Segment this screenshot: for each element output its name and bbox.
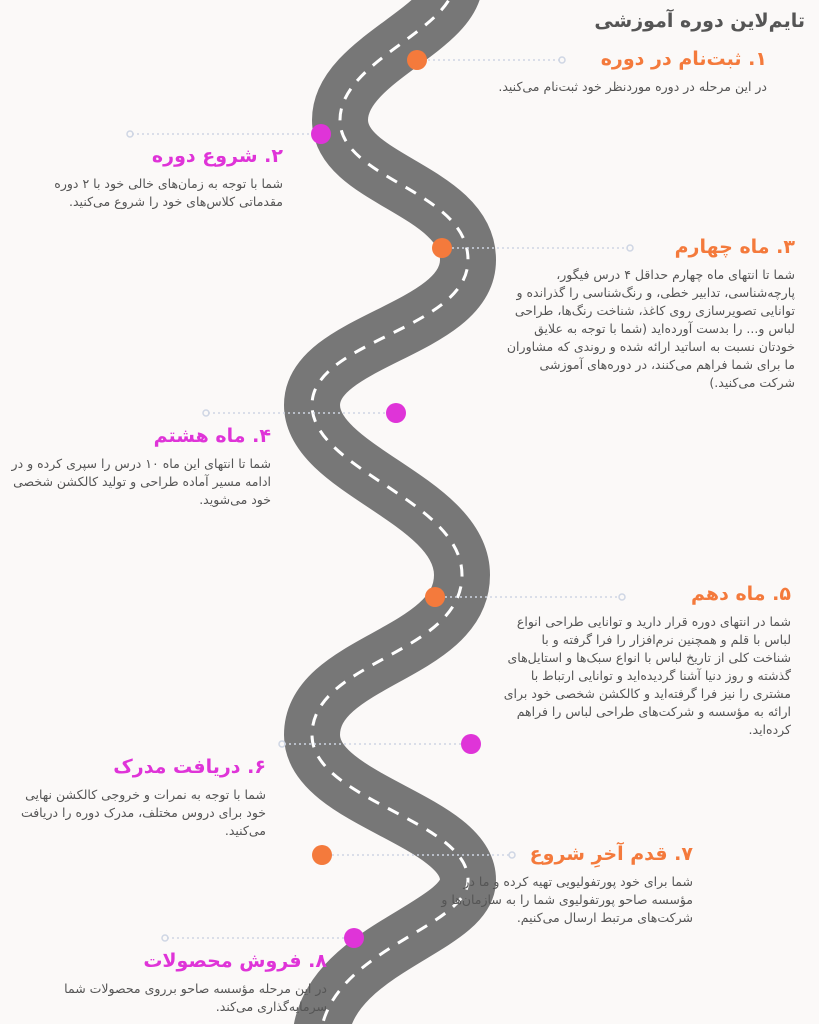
milestone-dot-5	[425, 587, 445, 607]
step-heading: ۷. قدم آخرِ شروع	[529, 843, 693, 865]
milestone-dot-1	[407, 50, 427, 70]
step-8	[27, 950, 327, 1016]
step-6	[11, 756, 266, 840]
step-heading: ۳. ماه چهارم	[674, 236, 795, 258]
step-7	[435, 843, 693, 927]
step-heading: ۲. شروع دوره	[151, 145, 283, 167]
step-heading: ۵. ماه دهم	[691, 583, 791, 605]
milestone-dot-6	[461, 734, 481, 754]
step-text: شما با توجه به زمان‌های خالی خود با ۲ دوره مقدماتی کلاس‌های خود را شروع می‌کنید.	[54, 176, 283, 209]
step-4	[11, 425, 271, 509]
page-title: تایم‌لاین دوره آموزشی	[594, 10, 805, 32]
step-3	[505, 236, 795, 392]
step-text: شما تا انتهای ماه چهارم حداقل ۴ درس فیگور، پارچه‌شناسی، تدابیر خطی، و رنگ‌شناسی را گذرانده و توانایی تصویرسازی روی کاغذ، شناخت رنگ‌ها، طراحی لباس و... را بدست آورده‌اید (شما با توجه به علایق خودتان نسبت به اساتید ارائه شده و روندی که مشاوران ما برای شما فراهم می‌کنند، در دوره‌های آموزشی شرکت می‌کنید.)	[506, 267, 795, 390]
step-5	[503, 583, 791, 739]
step-text: شما تا انتهای این ماه ۱۰ درس را سپری کرده و در ادامه مسیر آماده طراحی و تولید کالکشن شخصی خود می‌شوید.	[11, 456, 271, 507]
step-heading: ۸. فروش محصولات	[143, 950, 327, 972]
milestone-dot-7	[312, 845, 332, 865]
milestone-dot-3	[432, 238, 452, 258]
step-text: شما در انتهای دوره قرار دارید و توانایی طراحی انواع لباس با قلم و همچنین نرم‌افزار را فرا گرفته و با شناخت کلی از تاریخ لباس با انواع سبک‌ها و استایل‌های گذشته و روز دنیا آشنا گردیده‌اید و توانایی ارتباط با مشتری را نیز فرا گرفته‌اید و کالکشن شخصی خود برای ارائه به مؤسسه و شرکت‌های طراحی لباس را فراهم کرده‌اید.	[503, 614, 791, 737]
step-text: شما با توجه به نمرات و خروجی کالکشن نهایی خود برای دروس مختلف، مدرک دوره را دریافت می‌کنید.	[20, 787, 266, 838]
milestone-dot-2	[311, 124, 331, 144]
step-2	[18, 145, 283, 211]
milestone-dot-8	[344, 928, 364, 948]
step-1	[467, 48, 767, 96]
step-text: شما برای خود پورتفولیویی تهیه کرده و ما در مؤسسه صاحو پورتفولیوی شما را به سازمان‌ها و شرکت‌های مرتبط ارسال می‌کنیم.	[441, 874, 693, 925]
step-heading: ۶. دریافت مدرک	[113, 756, 266, 778]
step-text: در این مرحله در دوره موردنظر خود ثبت‌نام می‌کنید.	[498, 79, 767, 94]
step-heading: ۱. ثبت‌نام در دوره	[600, 48, 767, 70]
milestone-dot-4	[386, 403, 406, 423]
step-text: در این مرحله مؤسسه صاحو برروی محصولات شما سرمایه‌گذاری می‌کند.	[64, 981, 327, 1014]
step-heading: ۴. ماه هشتم	[153, 425, 271, 447]
